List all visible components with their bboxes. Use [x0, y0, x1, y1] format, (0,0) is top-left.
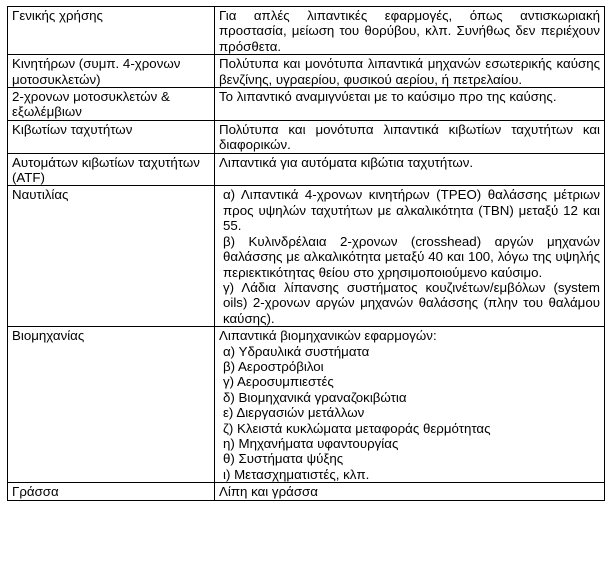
- list-item: η) Μηχανήματα υφαντουργίας: [223, 435, 399, 451]
- table-row: [8, 7, 605, 55]
- list-item: γ) Αεροσυμπιεστές: [223, 374, 334, 390]
- list-intro: Λιπαντικά βιομηχανικών εφαρμογών:: [219, 328, 437, 344]
- category-cell: Βιομηχανίας: [8, 327, 215, 483]
- list-item: β) Κυλινδρέλαια 2-χρονων (crosshead) αργών μηχανών θαλάσσης με αλκαλικότητα μεταξύ 40 και 100, λόγω της υψηλής περιεκτικότητας θείου στο χρησιμοποιούμενο καύσιμο.: [223, 233, 600, 280]
- list-item: ε) Διεργασιών μετάλλων: [223, 405, 365, 421]
- lubricants-table: [7, 6, 605, 501]
- list-item: α) Υδραυλικά συστήματα: [223, 343, 370, 359]
- table-row: [8, 120, 605, 153]
- description-cell: Λίπη και γράσσα: [215, 483, 605, 500]
- description-cell: [215, 186, 605, 327]
- description-cell: Για απλές λιπαντικές εφαρμογές, όπως αντισκωριακή προστασία, μείωση του θορύβου, κλπ. Συνήθως δεν περιέχουν πρόσθετα.: [215, 7, 605, 55]
- category-cell: Ναυτιλίας: [8, 186, 215, 327]
- description-cell: Πολύτυπα και μονότυπα λιπαντικά μηχανών εσωτερικής καύσης βενζίνης, υγραερίου, φυσικού αερίου, ή πετρελαίου.: [215, 55, 605, 88]
- category-cell: 2-χρονων μοτοσυκλετών & εξωλέμβιων: [8, 88, 215, 121]
- category-cell: Κιβωτίων ταχυτήτων: [8, 120, 215, 153]
- list-item: β) Αεροστρόβιλοι: [223, 358, 324, 374]
- category-cell: Κινητήρων (συμπ. 4-χρονων μοτοσυκλετών): [8, 55, 215, 88]
- list-item: θ) Συστήματα ψύξης: [223, 451, 344, 467]
- table-row: [8, 186, 605, 327]
- table-row: [8, 327, 605, 483]
- description-cell: Πολύτυπα και μονότυπα λιπαντικά κιβωτίων ταχυτήτων και διαφορικών.: [215, 120, 605, 153]
- category-cell: Γράσσα: [8, 483, 215, 500]
- category-cell: Γενικής χρήσης: [8, 7, 215, 55]
- list-item: ζ) Κλειστά κυκλώματα μεταφοράς θερμότητας: [223, 420, 491, 436]
- table-row: [8, 88, 605, 121]
- table-row: [8, 153, 605, 186]
- table-row: [8, 483, 605, 500]
- list-item: α) Λιπαντικά 4-χρονων κινητήρων (TPEO) θαλάσσης μέτριων προς υψηλών ταχυτήτων με αλκαλικότητα (TBN) μεταξύ 12 και 55.: [223, 187, 600, 234]
- table-row: [8, 55, 605, 88]
- description-cell: Λιπαντικά για αυτόματα κιβώτια ταχυτήτων.: [215, 153, 605, 186]
- list-item: ι) Μετασχηματιστές, κλπ.: [223, 466, 370, 482]
- category-cell: Αυτομάτων κιβωτίων ταχυτήτων (ATF): [8, 153, 215, 186]
- description-cell: [215, 327, 605, 483]
- description-cell: Το λιπαντικό αναμιγνύεται με το καύσιμο προ της καύσης.: [215, 88, 605, 121]
- list-item: γ) Λάδια λίπανσης συστήματος κουζινέτων/εμβόλων (system oils) 2-χρονων αργών μηχανών θαλάσσης (πλην του θαλάμου καύσης).: [223, 279, 600, 326]
- list-item: δ) Βιομηχανικά γραναζοκιβώτια: [223, 389, 407, 405]
